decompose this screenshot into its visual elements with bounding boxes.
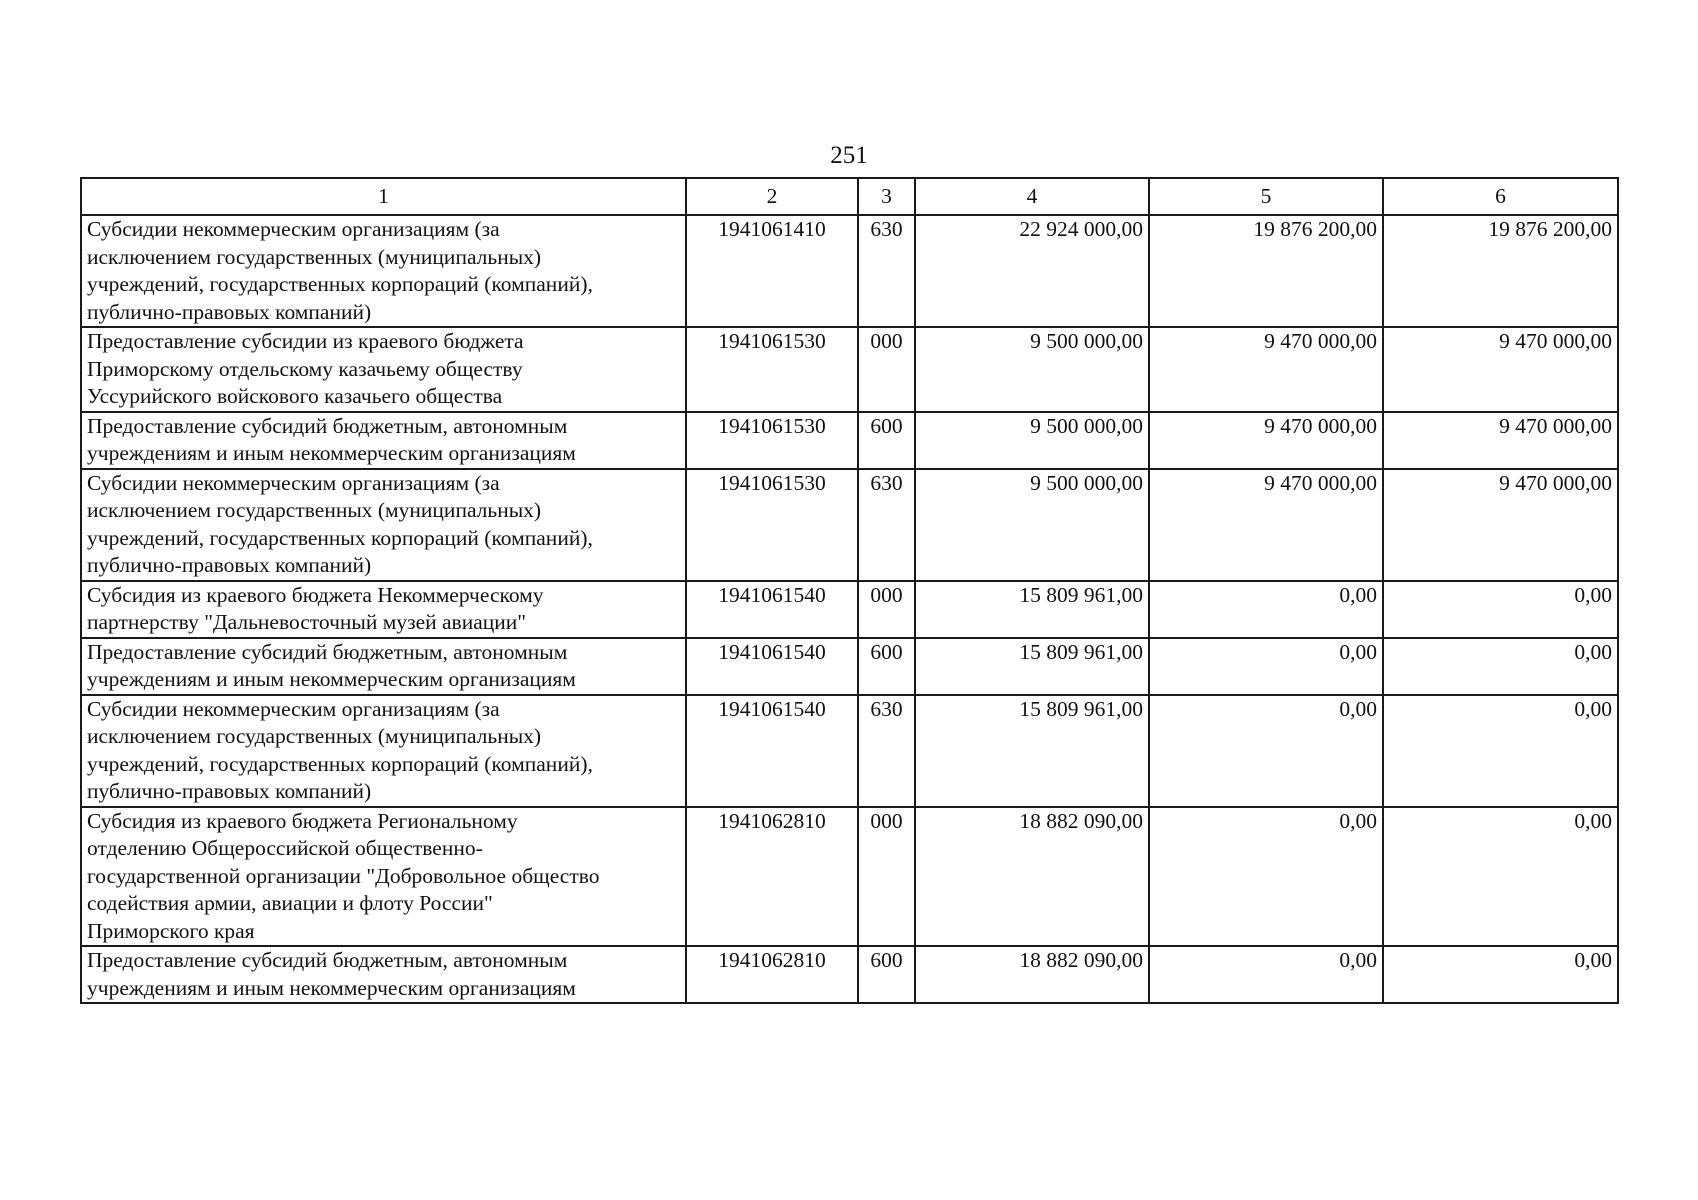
row-type-cell: 000 xyxy=(858,581,915,638)
header-col-5: 5 xyxy=(1149,178,1383,215)
row-amount-col4: 22 924 000,00 xyxy=(915,215,1149,327)
row-name-line: исключением государственных (муниципальных) xyxy=(87,498,542,522)
row-type-cell: 630 xyxy=(858,469,915,581)
row-amount-col6: 9 470 000,00 xyxy=(1383,412,1618,469)
row-name-line: Субсидии некоммерческим организациям (за xyxy=(87,470,500,495)
row-amount-col4: 15 809 961,00 xyxy=(915,638,1149,695)
row-name-line: Субсидия из краевого бюджета Региональному xyxy=(87,808,518,833)
row-name-cell xyxy=(81,695,686,807)
row-name-line: публично-правовых компаний) xyxy=(87,299,372,324)
row-amount-col4: 18 882 090,00 xyxy=(915,946,1149,1003)
page-number xyxy=(0,141,1698,171)
row-name-cell xyxy=(81,327,686,412)
row-name-line: учреждений, государственных корпораций (компаний), xyxy=(87,272,593,296)
table-row xyxy=(81,412,1618,469)
row-amount-col5: 19 876 200,00 xyxy=(1149,215,1383,327)
table-row xyxy=(81,469,1618,581)
row-type-cell: 630 xyxy=(858,695,915,807)
row-name-line: Субсидии некоммерческим организациям (за xyxy=(87,696,500,721)
row-name-line: Предоставление субсидий бюджетным, автономным xyxy=(87,413,568,438)
row-name-line: Уссурийского войскового казачьего общества xyxy=(87,384,503,408)
header-col-2: 2 xyxy=(686,178,858,215)
row-name-line: Приморского края xyxy=(87,918,255,943)
row-name-cell xyxy=(81,946,686,1003)
table-row xyxy=(81,695,1618,807)
row-type-cell: 600 xyxy=(858,412,915,469)
row-amount-col5: 0,00 xyxy=(1149,638,1383,695)
row-name-line: Предоставление субсидий бюджетным, автономным xyxy=(87,948,568,972)
table-row xyxy=(81,638,1618,695)
row-amount-col6: 19 876 200,00 xyxy=(1383,215,1618,327)
row-code-cell: 1941062810 xyxy=(686,946,858,1003)
row-name-line: учреждениям и иным некоммерческим организациям xyxy=(87,975,576,1000)
row-amount-col4: 15 809 961,00 xyxy=(915,581,1149,638)
row-code-cell: 1941062810 xyxy=(686,807,858,947)
row-amount-col5: 9 470 000,00 xyxy=(1149,412,1383,469)
table-row xyxy=(81,581,1618,638)
row-name-line: учреждениям и иным некоммерческим организациям xyxy=(87,441,576,465)
row-code-cell: 1941061530 xyxy=(686,327,858,412)
header-col-1: 1 xyxy=(81,178,686,215)
row-name-line: исключением государственных (муниципальных) xyxy=(87,724,542,748)
page-number-text: 251 xyxy=(830,142,868,169)
row-amount-col4: 9 500 000,00 xyxy=(915,327,1149,412)
row-name-line: партнерству "Дальневосточный музей авиации" xyxy=(87,610,527,634)
header-col-6: 6 xyxy=(1383,178,1618,215)
row-name-line: публично-правовых компаний) xyxy=(87,779,372,803)
row-amount-col4: 9 500 000,00 xyxy=(915,412,1149,469)
row-type-cell: 000 xyxy=(858,807,915,947)
row-amount-col5: 0,00 xyxy=(1149,946,1383,1003)
row-amount-col5: 9 470 000,00 xyxy=(1149,327,1383,412)
row-name-cell xyxy=(81,807,686,947)
table-row xyxy=(81,946,1618,1003)
table-header xyxy=(81,178,1618,215)
row-amount-col4: 9 500 000,00 xyxy=(915,469,1149,581)
budget-table xyxy=(80,177,1619,1004)
table-row xyxy=(81,215,1618,327)
row-code-cell: 1941061530 xyxy=(686,469,858,581)
row-amount-col6: 0,00 xyxy=(1383,946,1618,1003)
row-code-cell: 1941061540 xyxy=(686,695,858,807)
row-amount-col5: 9 470 000,00 xyxy=(1149,469,1383,581)
row-amount-col6: 0,00 xyxy=(1383,638,1618,695)
row-amount-col4: 18 882 090,00 xyxy=(915,807,1149,947)
row-name-cell xyxy=(81,412,686,469)
row-type-cell: 000 xyxy=(858,327,915,412)
row-name-line: государственной организации "Добровольное общество xyxy=(87,863,600,888)
table-row xyxy=(81,807,1618,947)
row-amount-col5: 0,00 xyxy=(1149,695,1383,807)
row-type-cell: 600 xyxy=(858,946,915,1003)
row-name-line: публично-правовых компаний) xyxy=(87,553,372,577)
header-row xyxy=(81,178,1618,215)
row-amount-col6: 9 470 000,00 xyxy=(1383,327,1618,412)
table-body xyxy=(81,215,1618,1003)
row-name-cell xyxy=(81,638,686,695)
row-amount-col6: 0,00 xyxy=(1383,695,1618,807)
row-code-cell: 1941061540 xyxy=(686,581,858,638)
row-amount-col6: 0,00 xyxy=(1383,581,1618,638)
row-amount-col6: 9 470 000,00 xyxy=(1383,469,1618,581)
row-amount-col5: 0,00 xyxy=(1149,807,1383,947)
row-name-line: отделению Общероссийской общественно- xyxy=(87,836,483,860)
row-amount-col5: 0,00 xyxy=(1149,581,1383,638)
row-name-line: Субсидия из краевого бюджета Некоммерческому xyxy=(87,582,544,607)
row-name-line: содействия армии, авиации и флоту России" xyxy=(87,891,493,915)
row-name-line: Субсидии некоммерческим организациям (за xyxy=(87,217,500,241)
row-name-line: Предоставление субсидий бюджетным, автономным xyxy=(87,639,568,664)
row-name-cell xyxy=(81,215,686,327)
row-amount-col4: 15 809 961,00 xyxy=(915,695,1149,807)
header-col-3: 3 xyxy=(858,178,915,215)
row-code-cell: 1941061530 xyxy=(686,412,858,469)
table-row xyxy=(81,327,1618,412)
row-code-cell: 1941061410 xyxy=(686,215,858,327)
row-name-cell xyxy=(81,581,686,638)
row-name-line: учреждений, государственных корпораций (компаний), xyxy=(87,751,593,776)
row-name-cell xyxy=(81,469,686,581)
row-type-cell: 630 xyxy=(858,215,915,327)
row-type-cell: 600 xyxy=(858,638,915,695)
row-name-line: учреждениям и иным некоммерческим организациям xyxy=(87,667,576,691)
row-name-line: Приморскому отдельскому казачьему обществу xyxy=(87,356,523,381)
header-col-4: 4 xyxy=(915,178,1149,215)
row-name-line: исключением государственных (муниципальных) xyxy=(87,244,542,269)
row-code-cell: 1941061540 xyxy=(686,638,858,695)
row-name-line: учреждений, государственных корпораций (компаний), xyxy=(87,525,593,550)
row-name-line: Предоставление субсидии из краевого бюджета xyxy=(87,329,524,353)
row-amount-col6: 0,00 xyxy=(1383,807,1618,947)
